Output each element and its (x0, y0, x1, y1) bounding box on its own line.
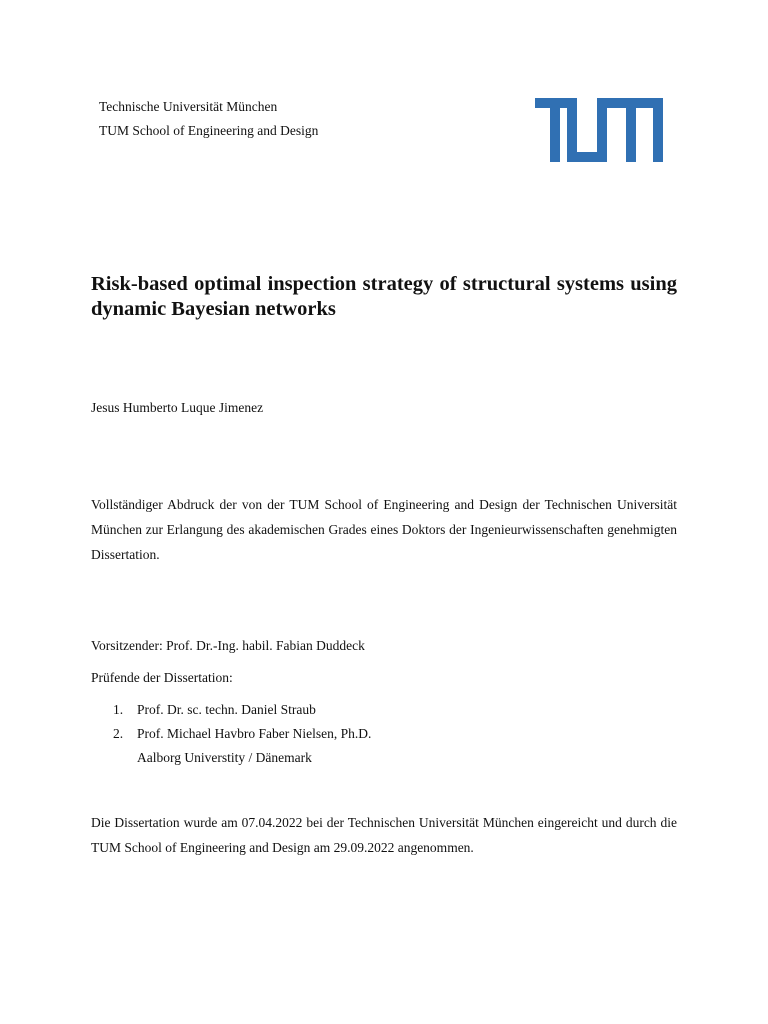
examiners-label: Prüfende der Dissertation: (91, 670, 233, 685)
author-name: Jesus Humberto Luque Jimenez (91, 400, 264, 415)
examiner-name: Prof. Michael Havbro Faber Nielsen, Ph.D. (137, 726, 372, 741)
examiner-number: 2. (113, 726, 124, 741)
examiner-name: Prof. Dr. sc. techn. Daniel Straub (137, 702, 316, 717)
dissertation-title: Risk-based optimal inspection strategy of structural systems using dynamic Bayesian networks (91, 273, 677, 320)
dissertation-statement: Vollständiger Abdruck der von der TUM School of Engineering and Design der Technischen Universität München zur Erlangung des akademischen Grades eines Doktors der Ingenieurwissenschaften genehmigten Dissertation. (91, 497, 677, 562)
committee-chair: Vorsitzender: Prof. Dr.-Ing. habil. Fabian Duddeck (91, 638, 365, 653)
submission-statement: Die Dissertation wurde am 07.04.2022 bei der Technischen Universität München eingereicht und durch die TUM School of Engineering and Design am 29.09.2022 angenommen. (91, 815, 677, 855)
examiner-item (113, 726, 371, 742)
examiner-affiliation: Aalborg Universtity / Dänemark (137, 750, 312, 765)
examiner-number: 1. (113, 702, 124, 717)
institution-name: Technische Universität München (99, 99, 278, 114)
tum-logo (535, 98, 663, 162)
school-name: TUM School of Engineering and Design (99, 123, 319, 138)
examiner-item (113, 702, 316, 718)
